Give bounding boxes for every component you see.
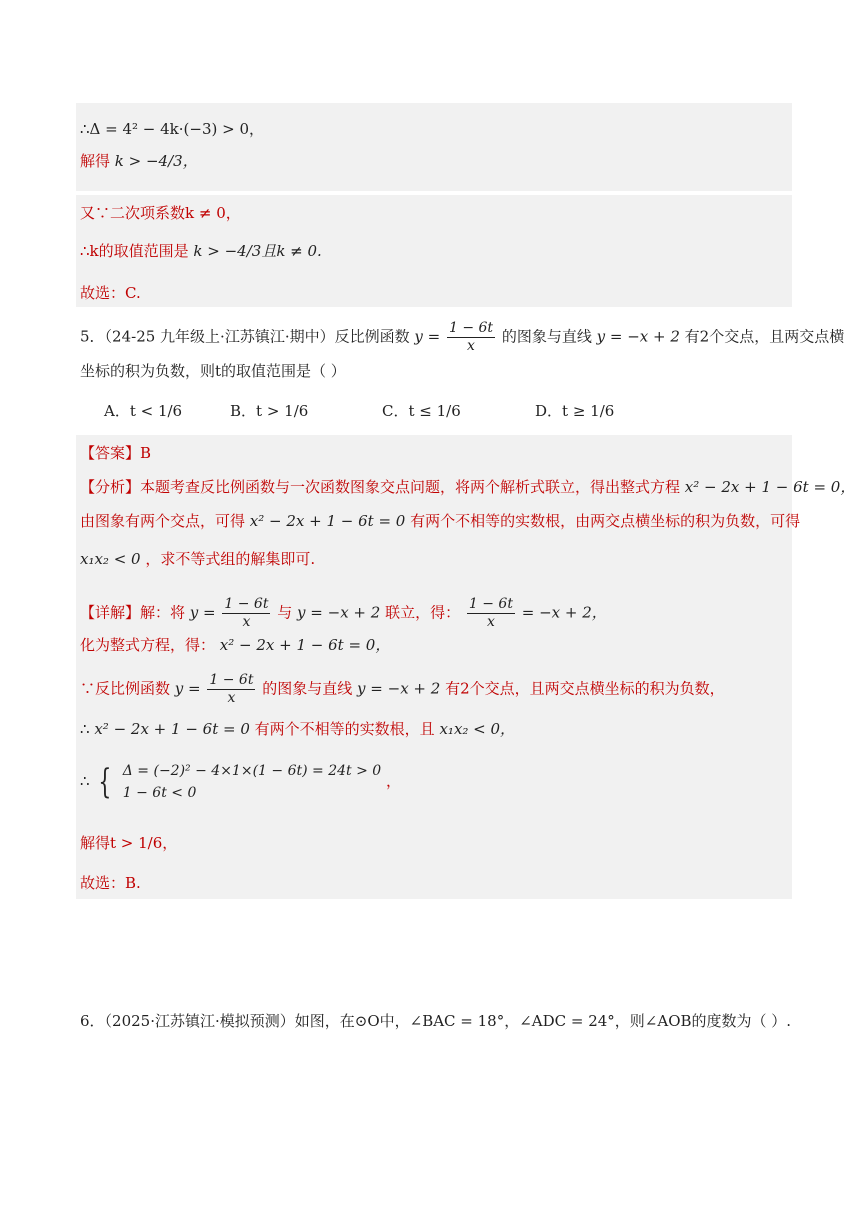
q4-delta-line: ∴Δ = 4² − 4k·(−3) > 0， [80,120,265,138]
q5-detail-choice: 故选：B. [80,874,141,892]
q5-analysis-line-3: x₁x₂ < 0 ，求不等式组的解集即可. [80,550,316,568]
system-row-2: 1 − 6t < 0 [122,785,197,801]
q5-option-a: A．t < 1/6 [104,402,183,420]
q4-solution-block [76,103,792,191]
q5-answer: 【答案】B [80,444,152,462]
q5-inequality-system: ∴ { Δ = (−2)² − 4×1×(1 − 6t) = 24t > 0 1 − 6t < 0 ， [80,762,401,802]
q5-detail-line-2: 化为整式方程，得： x² − 2x + 1 − 6t = 0， [80,636,391,654]
q4-solve-expr: k > −4/3， [114,152,198,170]
q6-stem: 6．（2025·江苏镇江·模拟预测）如图，在⊙O中，∠BAC = 18°，∠ADC = 24°，则∠AOB的度数为（ ）. [80,1012,792,1030]
q4-solve-line: 解得 k > −4/3， [80,152,198,170]
q4-range-line: ∴k的取值范围是 k > −4/3且k ≠ 0. [80,242,322,260]
q5-detail-result: 解得t > 1/6， [80,834,178,852]
q5-option-b: B．t > 1/6 [230,402,309,420]
q5-detail-line-4: ∴ x² − 2x + 1 − 6t = 0 有两个不相等的实数根，且 x₁x₂ < 0， [80,720,516,738]
q4-choice-line: 故选：C. [80,284,141,302]
q5-solution-block [76,435,792,899]
q5-analysis-line-1: 【分析】本题考查反比例函数与一次函数图象交点问题，将两个解析式联立，得出整式方程 x² − 2x + 1 − 6t = 0， [80,478,856,496]
q5-detail-line-3: ∵反比例函数 y = $\frac{1 - 6t}{x}$ 的图象与直线 y = −x + 2 有2个交点，且两交点横坐标的积为负数， [80,672,725,706]
system-row-1: Δ = (−2)² − 4×1×(1 − 6t) = 24t > 0 [122,763,382,779]
q5-stem-line-2: 坐标的积为负数，则t的取值范围是（ ） [80,362,346,380]
q5-option-d: D．t ≥ 1/6 [535,402,615,420]
q5-stem-line-1: 5．（24-25 九年级上·江苏镇江·期中）反比例函数 y = $\frac{1 - 6t}{x}$ 的图象与直线 y = −x + 2 有2个交点，且两交点横 [80,320,845,354]
q5-analysis-line-2: 由图象有两个交点，可得 x² − 2x + 1 − 6t = 0 有两个不相等的实数根，由两交点横坐标的积为负数，可得 [80,512,801,530]
q5-detail-line-1: 【详解】解：将 y = $\frac{1 - 6t}{x}$ 与 y = −x + 2 联立，得： $\frac{1 - 6t}{x}$ = −x + 2， [80,596,607,630]
system-brace: { [98,762,112,802]
q5-option-c: C．t ≤ 1/6 [382,402,461,420]
q4-coef-line: 又∵二次项系数k ≠ 0， [80,204,241,222]
